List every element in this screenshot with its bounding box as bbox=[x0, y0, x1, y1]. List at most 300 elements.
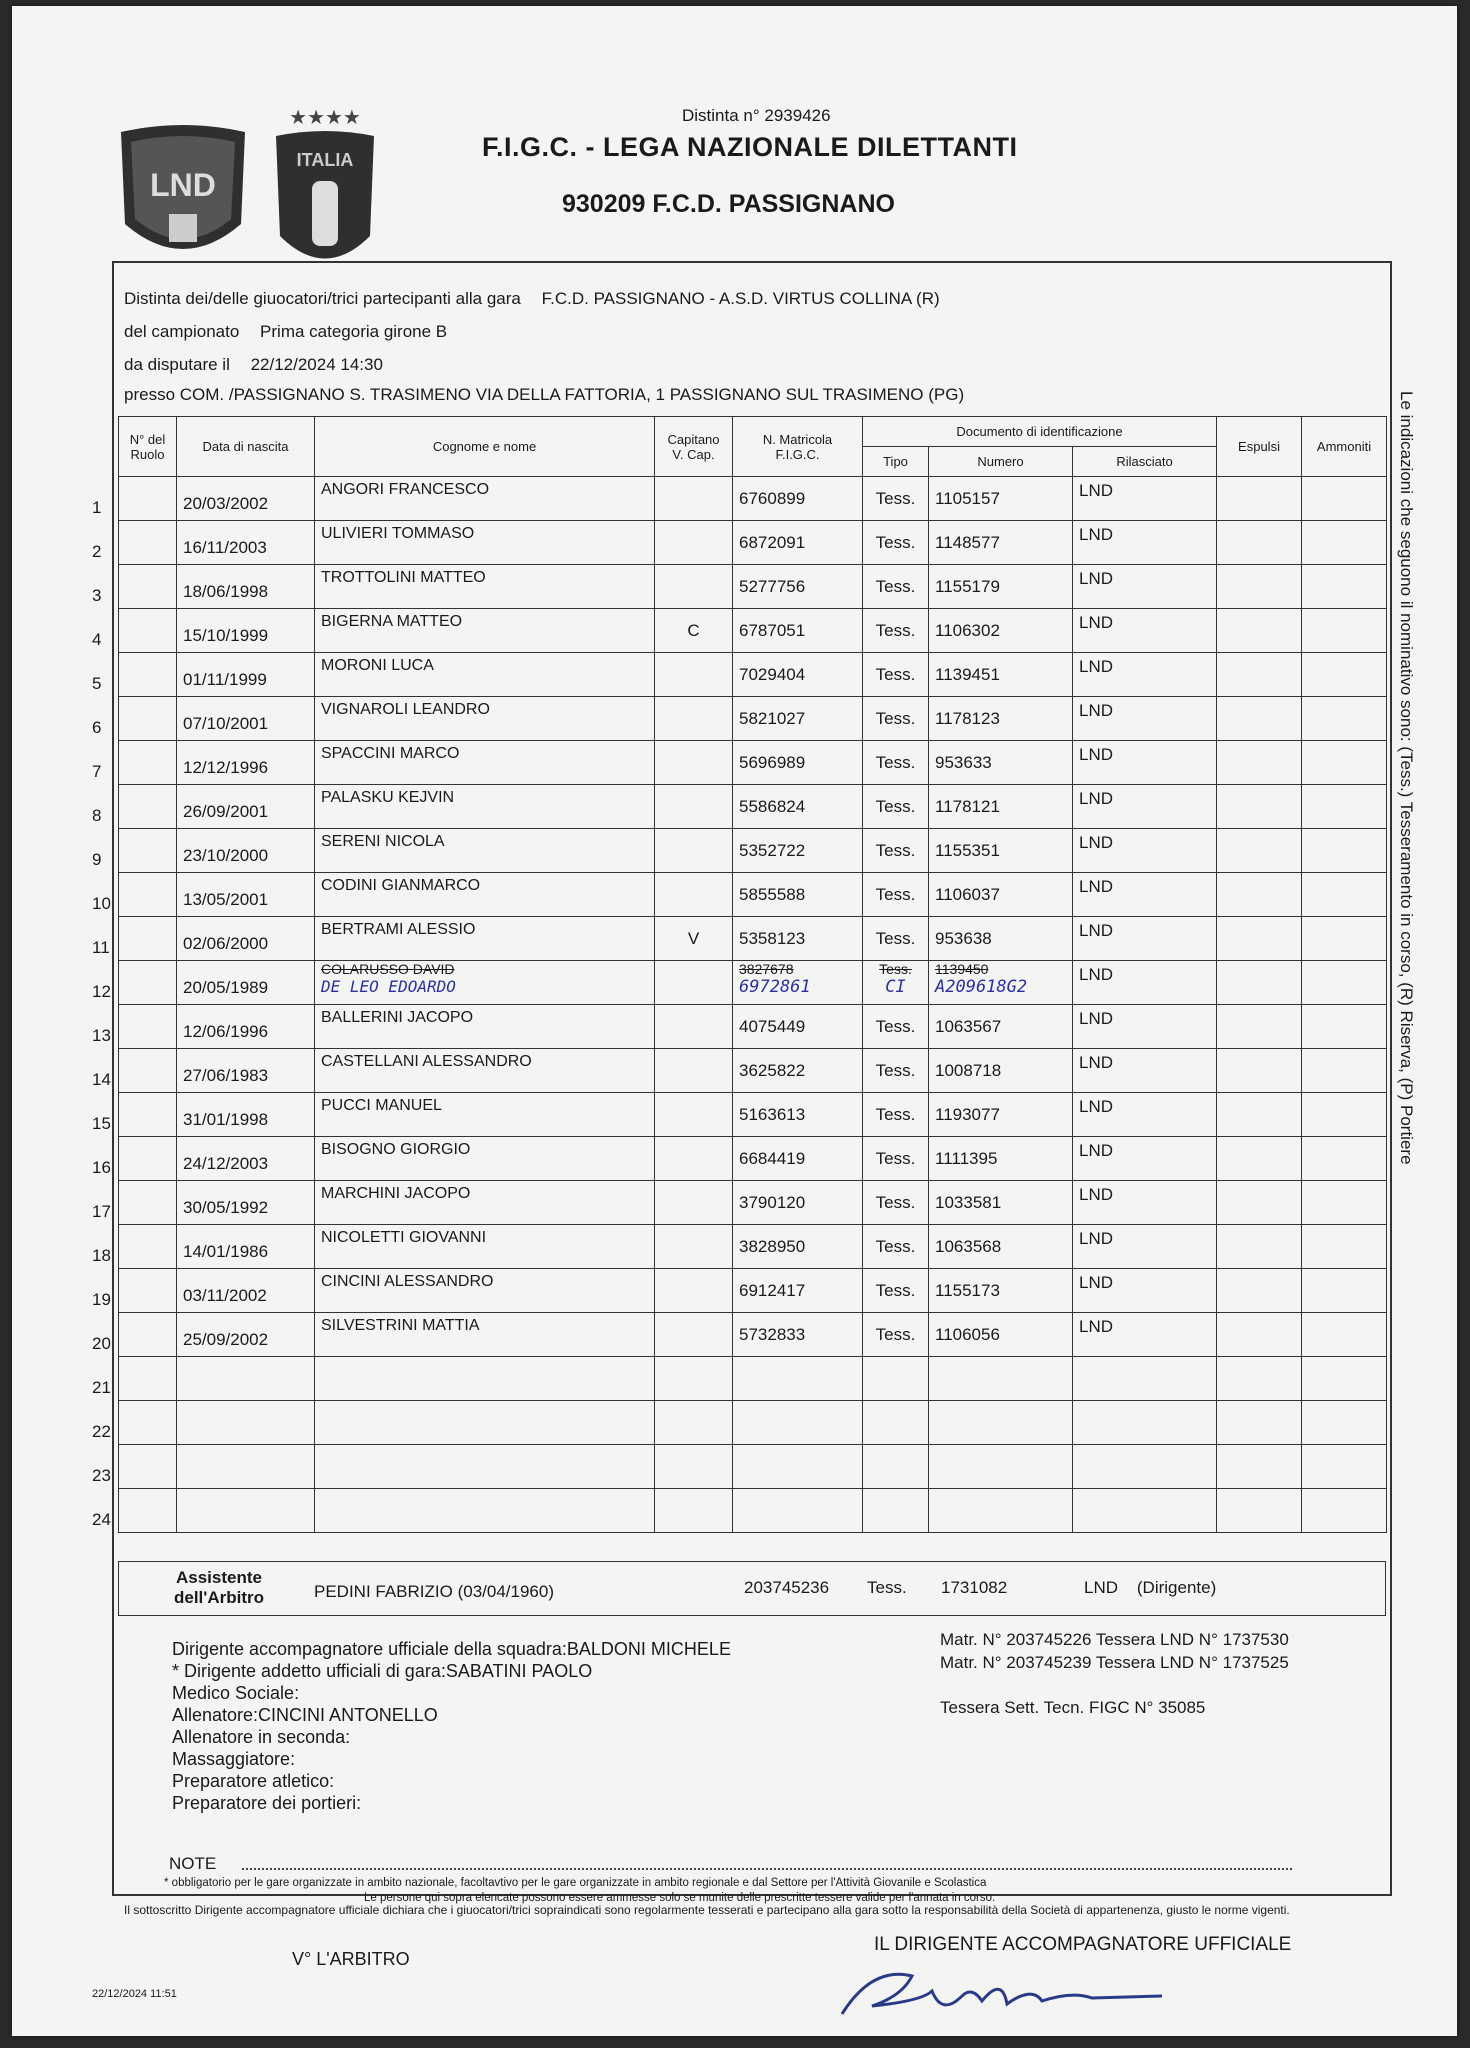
info-gara bbox=[124, 289, 940, 309]
info-data-label: da disputare il bbox=[124, 355, 230, 374]
cell-ruolo bbox=[119, 477, 177, 521]
cell-capitano bbox=[655, 1357, 733, 1401]
cell-matricola: 5586824 bbox=[733, 785, 863, 829]
cell-rilasciato: LND bbox=[1073, 829, 1217, 873]
row-number: 9 bbox=[92, 850, 102, 869]
cell-rilasciato: LND bbox=[1073, 1313, 1217, 1357]
cell-capitano bbox=[655, 565, 733, 609]
info-data-value: 22/12/2024 14:30 bbox=[250, 355, 383, 374]
cell-name: ULIVIERI TOMMASO bbox=[315, 521, 655, 565]
row-number: 7 bbox=[92, 762, 102, 781]
cell-name bbox=[315, 1357, 655, 1401]
cell-tipo: Tess. bbox=[863, 609, 929, 653]
cell-name: PALASKU KEJVIN bbox=[315, 785, 655, 829]
table-row bbox=[119, 521, 1387, 565]
cell-ruolo bbox=[119, 1357, 177, 1401]
row-number: 8 bbox=[92, 806, 102, 825]
cell-ruolo bbox=[119, 697, 177, 741]
cell-ruolo bbox=[119, 873, 177, 917]
players-table bbox=[118, 416, 1387, 1533]
cell-name-handwritten: DE LEO EDOARDO bbox=[321, 977, 456, 996]
cell-numero: 1106037 bbox=[929, 873, 1073, 917]
cell-name: PUCCI MANUEL bbox=[315, 1093, 655, 1137]
cell-ammoniti bbox=[1302, 873, 1387, 917]
cell-ammoniti bbox=[1302, 785, 1387, 829]
table-row bbox=[119, 1137, 1387, 1181]
cell-matricola: 3790120 bbox=[733, 1181, 863, 1225]
cell-numero bbox=[929, 1489, 1073, 1533]
cell-matricola: 5163613 bbox=[733, 1093, 863, 1137]
cell-dob: 07/10/2001 bbox=[177, 697, 315, 741]
cell-tipo: Tess. bbox=[863, 785, 929, 829]
cell-name: MARCHINI JACOPO bbox=[315, 1181, 655, 1225]
cell-capitano bbox=[655, 521, 733, 565]
col-capitano: Capitano V. Cap. bbox=[655, 417, 733, 477]
cell-name bbox=[315, 1489, 655, 1533]
row-number: 17 bbox=[92, 1202, 111, 1221]
cell-numero: 1193077 bbox=[929, 1093, 1073, 1137]
cell-rilasciato: LND bbox=[1073, 961, 1217, 1005]
cell-numero: 1063568 bbox=[929, 1225, 1073, 1269]
cell-tipo: Tess. bbox=[863, 697, 929, 741]
row-number: 11 bbox=[92, 938, 110, 957]
matricola-1: Matr. N° 203745226 Tessera LND N° 1737530 bbox=[940, 1630, 1289, 1649]
cell-ammoniti bbox=[1302, 917, 1387, 961]
row-number: 2 bbox=[92, 542, 102, 561]
cell-ruolo bbox=[119, 741, 177, 785]
cell-dob bbox=[177, 1357, 315, 1401]
row-number: 18 bbox=[92, 1246, 111, 1265]
row-number: 12 bbox=[92, 982, 111, 1001]
info-campionato-label: del campionato bbox=[124, 322, 240, 341]
table-row bbox=[119, 1313, 1387, 1357]
cell-ruolo bbox=[119, 785, 177, 829]
table-row bbox=[119, 1401, 1387, 1445]
signature-scribble bbox=[832, 1946, 1192, 2026]
cell-ammoniti bbox=[1302, 1005, 1387, 1049]
table-row bbox=[119, 785, 1387, 829]
cell-numero: 953633 bbox=[929, 741, 1073, 785]
cell-numero: 1155351 bbox=[929, 829, 1073, 873]
cell-rilasciato: LND bbox=[1073, 477, 1217, 521]
row-number: 5 bbox=[92, 674, 102, 693]
cell-matricola bbox=[733, 1401, 863, 1445]
cell-tipo: Tess. bbox=[863, 477, 929, 521]
cell-tipo: Tess. bbox=[863, 1313, 929, 1357]
cell-numero bbox=[929, 1357, 1073, 1401]
cell-tipo bbox=[863, 961, 929, 1005]
row-number: 24 bbox=[92, 1510, 111, 1529]
cell-matricola: 3828950 bbox=[733, 1225, 863, 1269]
col-espulsi: Espulsi bbox=[1217, 417, 1302, 477]
cell-dob: 16/11/2003 bbox=[177, 521, 315, 565]
cell-matricola: 5732833 bbox=[733, 1313, 863, 1357]
cell-ruolo bbox=[119, 961, 177, 1005]
cell-espulsi bbox=[1217, 1005, 1302, 1049]
table-row bbox=[119, 917, 1387, 961]
cell-capitano bbox=[655, 1137, 733, 1181]
cell-tipo: Tess. bbox=[863, 1269, 929, 1313]
cell-ammoniti bbox=[1302, 741, 1387, 785]
cell-ruolo bbox=[119, 829, 177, 873]
cell-espulsi bbox=[1217, 917, 1302, 961]
cell-name: BISOGNO GIORGIO bbox=[315, 1137, 655, 1181]
cell-ammoniti bbox=[1302, 653, 1387, 697]
table-row bbox=[119, 829, 1387, 873]
cell-capitano bbox=[655, 653, 733, 697]
cell-espulsi bbox=[1217, 521, 1302, 565]
cell-rilasciato: LND bbox=[1073, 565, 1217, 609]
cell-capitano bbox=[655, 1489, 733, 1533]
cell-espulsi bbox=[1217, 1313, 1302, 1357]
cell-ruolo bbox=[119, 1137, 177, 1181]
cell-rilasciato: LND bbox=[1073, 697, 1217, 741]
cell-dob: 25/09/2002 bbox=[177, 1313, 315, 1357]
cell-dob: 26/09/2001 bbox=[177, 785, 315, 829]
cell-rilasciato: LND bbox=[1073, 785, 1217, 829]
cell-rilasciato: LND bbox=[1073, 1093, 1217, 1137]
row-number: 3 bbox=[92, 586, 102, 605]
cell-numero bbox=[929, 961, 1073, 1005]
cell-ammoniti bbox=[1302, 1181, 1387, 1225]
cell-dob: 13/05/2001 bbox=[177, 873, 315, 917]
official-line: Massaggiatore: bbox=[172, 1749, 296, 1769]
cell-capitano bbox=[655, 873, 733, 917]
cell-dob: 15/10/1999 bbox=[177, 609, 315, 653]
cell-matricola bbox=[733, 1445, 863, 1489]
col-matricola: N. Matricola F.I.G.C. bbox=[733, 417, 863, 477]
row-number: 19 bbox=[92, 1290, 111, 1309]
cell-numero: 1155179 bbox=[929, 565, 1073, 609]
cell-tipo: Tess. bbox=[863, 1005, 929, 1049]
cell-ammoniti bbox=[1302, 1225, 1387, 1269]
club-name: 930209 F.C.D. PASSIGNANO bbox=[562, 190, 895, 218]
cell-espulsi bbox=[1217, 1489, 1302, 1533]
cell-tipo: Tess. bbox=[863, 1049, 929, 1093]
cell-rilasciato: LND bbox=[1073, 653, 1217, 697]
officials-list bbox=[172, 1638, 731, 1814]
cell-capitano bbox=[655, 1269, 733, 1313]
italia-shield-logo bbox=[270, 106, 380, 276]
cell-dob: 03/11/2002 bbox=[177, 1269, 315, 1313]
cell-ruolo bbox=[119, 917, 177, 961]
row-number: 23 bbox=[92, 1466, 111, 1485]
cell-numero-struck: 1139450 bbox=[935, 961, 989, 977]
cell-matricola: 6872091 bbox=[733, 521, 863, 565]
cell-numero-handwritten: A209618G2 bbox=[935, 977, 1028, 997]
cell-espulsi bbox=[1217, 565, 1302, 609]
note-label: NOTE bbox=[169, 1854, 217, 1873]
cell-espulsi bbox=[1217, 1225, 1302, 1269]
cell-ruolo bbox=[119, 1181, 177, 1225]
cell-numero bbox=[929, 1401, 1073, 1445]
row-number: 6 bbox=[92, 718, 102, 737]
cell-rilasciato bbox=[1073, 1401, 1217, 1445]
cell-tipo-handwritten: CI bbox=[885, 977, 906, 997]
col-nome: Cognome e nome bbox=[315, 417, 655, 477]
cell-matricola bbox=[733, 1357, 863, 1401]
cell-dob: 24/12/2003 bbox=[177, 1137, 315, 1181]
cell-rilasciato bbox=[1073, 1357, 1217, 1401]
cell-ruolo bbox=[119, 565, 177, 609]
row-number: 14 bbox=[92, 1070, 111, 1089]
cell-name bbox=[315, 1445, 655, 1489]
row-number: 1 bbox=[92, 498, 102, 517]
cell-rilasciato: LND bbox=[1073, 1005, 1217, 1049]
cell-rilasciato: LND bbox=[1073, 609, 1217, 653]
col-nascita: Data di nascita bbox=[177, 417, 315, 477]
cell-dob: 30/05/1992 bbox=[177, 1181, 315, 1225]
cell-capitano: C bbox=[655, 609, 733, 653]
cell-matricola bbox=[733, 1489, 863, 1533]
cell-capitano bbox=[655, 1313, 733, 1357]
cell-dob bbox=[177, 1401, 315, 1445]
cell-matricola bbox=[733, 961, 863, 1005]
cell-name: BIGERNA MATTEO bbox=[315, 609, 655, 653]
lnd-logo-text: LND bbox=[150, 167, 216, 203]
matricole-list bbox=[940, 1628, 1289, 1674]
info-campionato bbox=[124, 322, 447, 342]
official-line: Allenatore in seconda: bbox=[172, 1727, 351, 1747]
cell-ammoniti bbox=[1302, 1445, 1387, 1489]
row-number: 22 bbox=[92, 1422, 111, 1441]
legal-declaration: Il sottoscritto Dirigente accompagnatore ufficiale dichiara che i giuocatori/trici sopraindicati sono regolarmente tesserati e partecipano alla gara sotto la responsabilità della Società di appartenenza, giusto le norme vigenti. bbox=[124, 1903, 1290, 1917]
official-line: Preparatore atletico: bbox=[172, 1771, 335, 1791]
cell-espulsi bbox=[1217, 961, 1302, 1005]
cell-ammoniti bbox=[1302, 521, 1387, 565]
cell-matricola: 5696989 bbox=[733, 741, 863, 785]
official-line: Medico Sociale: bbox=[172, 1683, 300, 1703]
cell-dob: 01/11/1999 bbox=[177, 653, 315, 697]
cell-dob: 12/06/1996 bbox=[177, 1005, 315, 1049]
cell-name: SERENI NICOLA bbox=[315, 829, 655, 873]
table-row bbox=[119, 741, 1387, 785]
cell-numero: 1139451 bbox=[929, 653, 1073, 697]
cell-tipo: Tess. bbox=[863, 1093, 929, 1137]
table-row bbox=[119, 1181, 1387, 1225]
cell-name: BALLERINI JACOPO bbox=[315, 1005, 655, 1049]
cell-tipo: Tess. bbox=[863, 1225, 929, 1269]
table-row bbox=[119, 1269, 1387, 1313]
cell-ammoniti bbox=[1302, 1137, 1387, 1181]
row-number: 15 bbox=[92, 1114, 111, 1133]
table-header-row bbox=[119, 417, 1387, 447]
cell-tipo: Tess. bbox=[863, 917, 929, 961]
cell-espulsi bbox=[1217, 697, 1302, 741]
cell-matricola: 6787051 bbox=[733, 609, 863, 653]
table-row bbox=[119, 565, 1387, 609]
footnotes bbox=[164, 1876, 1384, 1906]
table-row bbox=[119, 609, 1387, 653]
note-line bbox=[242, 1868, 1292, 1870]
cell-ammoniti bbox=[1302, 609, 1387, 653]
cell-espulsi bbox=[1217, 741, 1302, 785]
cell-tipo: Tess. bbox=[863, 1137, 929, 1181]
info-luogo: presso COM. /PASSIGNANO S. TRASIMENO VIA DELLA FATTORIA, 1 PASSIGNANO SUL TRASIMENO (PG) bbox=[124, 385, 965, 404]
col-tipo: Tipo bbox=[863, 447, 929, 477]
assistente-row bbox=[118, 1561, 1386, 1616]
cell-dob: 20/03/2002 bbox=[177, 477, 315, 521]
cell-capitano bbox=[655, 961, 733, 1005]
cell-ruolo bbox=[119, 653, 177, 697]
cell-rilasciato: LND bbox=[1073, 1049, 1217, 1093]
cell-ruolo bbox=[119, 609, 177, 653]
cell-dob: 12/12/1996 bbox=[177, 741, 315, 785]
cell-tipo: Tess. bbox=[863, 741, 929, 785]
table-row bbox=[119, 1093, 1387, 1137]
cell-name: ANGORI FRANCESCO bbox=[315, 477, 655, 521]
cell-matricola: 6684419 bbox=[733, 1137, 863, 1181]
row-number: 4 bbox=[92, 630, 102, 649]
info-campionato-value: Prima categoria girone B bbox=[260, 322, 448, 341]
cell-name: TROTTOLINI MATTEO bbox=[315, 565, 655, 609]
cell-espulsi bbox=[1217, 1401, 1302, 1445]
dirigente-label: IL DIRIGENTE ACCOMPAGNATORE UFFICIALE bbox=[874, 1934, 1292, 1955]
cell-tipo: Tess. bbox=[863, 1181, 929, 1225]
cell-ruolo bbox=[119, 1225, 177, 1269]
cell-matricola: 4075449 bbox=[733, 1005, 863, 1049]
cell-espulsi bbox=[1217, 1137, 1302, 1181]
official-line: Preparatore dei portieri: bbox=[172, 1793, 362, 1813]
cell-capitano bbox=[655, 1005, 733, 1049]
cell-capitano bbox=[655, 1093, 733, 1137]
cell-name: CINCINI ALESSANDRO bbox=[315, 1269, 655, 1313]
cell-rilasciato: LND bbox=[1073, 1225, 1217, 1269]
cell-ammoniti bbox=[1302, 1401, 1387, 1445]
cell-numero: 1063567 bbox=[929, 1005, 1073, 1049]
cell-rilasciato: LND bbox=[1073, 741, 1217, 785]
row-number: 10 bbox=[92, 894, 111, 913]
table-row bbox=[119, 1225, 1387, 1269]
cell-rilasciato: LND bbox=[1073, 521, 1217, 565]
cell-espulsi bbox=[1217, 1181, 1302, 1225]
side-legend: Le indicazioni che seguono il nominativo sono: (Tess.) Tesseramento in corso, (R) Riserva, (P) Portiere bbox=[1397, 391, 1416, 1165]
match-sheet bbox=[12, 6, 1457, 2036]
cell-numero: 1106302 bbox=[929, 609, 1073, 653]
cell-matricola-struck: 3827678 bbox=[739, 961, 794, 977]
matricola-2: Matr. N° 203745239 Tessera LND N° 1737525 bbox=[940, 1653, 1289, 1672]
table-row bbox=[119, 1489, 1387, 1533]
row-number: 21 bbox=[92, 1378, 111, 1397]
printed-timestamp: 22/12/2024 11:51 bbox=[92, 1988, 177, 2000]
cell-tipo-struck: Tess. bbox=[879, 961, 912, 977]
cell-capitano bbox=[655, 829, 733, 873]
cell-ruolo bbox=[119, 1049, 177, 1093]
cell-capitano bbox=[655, 1445, 733, 1489]
cell-espulsi bbox=[1217, 609, 1302, 653]
cell-ammoniti bbox=[1302, 1093, 1387, 1137]
cell-matricola: 5821027 bbox=[733, 697, 863, 741]
footnote-tessere: Le persone qui sopra elencate possono essere ammesse solo se munite delle prescritte tessere valide per l'annata in corso. bbox=[364, 1892, 996, 1904]
cell-ammoniti bbox=[1302, 1049, 1387, 1093]
cell-espulsi bbox=[1217, 1049, 1302, 1093]
cell-rilasciato: LND bbox=[1073, 1137, 1217, 1181]
cell-ruolo bbox=[119, 1269, 177, 1313]
cell-ammoniti bbox=[1302, 1313, 1387, 1357]
footnote-obbligatorio: * obbligatorio per le gare organizzate in ambito nazionale, facoltavtivo per le gare organizzate in ambito regionale e dal Settore per l'Attività Giovanile e Scolastica bbox=[164, 1877, 987, 1889]
cell-numero: 1105157 bbox=[929, 477, 1073, 521]
official-line: * Dirigente addetto ufficiali di gara:SABATINI PAOLO bbox=[172, 1661, 593, 1681]
table-row bbox=[119, 1005, 1387, 1049]
cell-tipo: Tess. bbox=[863, 829, 929, 873]
cell-rilasciato bbox=[1073, 1445, 1217, 1489]
cell-ammoniti bbox=[1302, 565, 1387, 609]
cell-ruolo bbox=[119, 1313, 177, 1357]
cell-name: CODINI GIANMARCO bbox=[315, 873, 655, 917]
cell-ammoniti bbox=[1302, 477, 1387, 521]
cell-tipo: Tess. bbox=[863, 873, 929, 917]
cell-matricola-handwritten: 6972861 bbox=[739, 977, 811, 997]
cell-numero: 1106056 bbox=[929, 1313, 1073, 1357]
cell-numero: 1033581 bbox=[929, 1181, 1073, 1225]
table-row bbox=[119, 1445, 1387, 1489]
table-row bbox=[119, 477, 1387, 521]
cell-ammoniti bbox=[1302, 961, 1387, 1005]
lnd-shield-logo bbox=[117, 124, 249, 274]
cell-matricola: 5358123 bbox=[733, 917, 863, 961]
cell-ammoniti bbox=[1302, 1269, 1387, 1313]
distinta-number: Distinta n° 2939426 bbox=[682, 106, 831, 125]
cell-matricola: 7029404 bbox=[733, 653, 863, 697]
cell-numero: 953638 bbox=[929, 917, 1073, 961]
cell-ruolo bbox=[119, 521, 177, 565]
cell-espulsi bbox=[1217, 829, 1302, 873]
cell-numero bbox=[929, 1445, 1073, 1489]
italia-logo-text: ITALIA bbox=[296, 150, 354, 170]
cell-matricola: 5855588 bbox=[733, 873, 863, 917]
page-title: F.I.G.C. - LEGA NAZIONALE DILETTANTI bbox=[482, 132, 1018, 162]
cell-capitano bbox=[655, 1181, 733, 1225]
cell-name-struck: COLARUSSO DAVID bbox=[321, 961, 455, 977]
table-row bbox=[119, 697, 1387, 741]
cell-tipo: Tess. bbox=[863, 521, 929, 565]
col-numero: Numero bbox=[929, 447, 1073, 477]
cell-dob: 31/01/1998 bbox=[177, 1093, 315, 1137]
cell-tipo: Tess. bbox=[863, 565, 929, 609]
table-row bbox=[119, 1357, 1387, 1401]
cell-numero: 1178123 bbox=[929, 697, 1073, 741]
col-rilasciato: Rilasciato bbox=[1073, 447, 1217, 477]
cell-capitano bbox=[655, 741, 733, 785]
cell-name: SPACCINI MARCO bbox=[315, 741, 655, 785]
cell-name: VIGNAROLI LEANDRO bbox=[315, 697, 655, 741]
arbitro-label: V° L'ARBITRO bbox=[292, 1949, 410, 1969]
cell-ammoniti bbox=[1302, 1489, 1387, 1533]
cell-name: MORONI LUCA bbox=[315, 653, 655, 697]
tessera-tecnico: Tessera Sett. Tecn. FIGC N° 35085 bbox=[940, 1698, 1206, 1717]
cell-capitano bbox=[655, 1225, 733, 1269]
cell-rilasciato bbox=[1073, 1489, 1217, 1533]
assistente-matricola: 203745236 bbox=[744, 1578, 830, 1597]
cell-tipo bbox=[863, 1357, 929, 1401]
assistente-tipo: Tess. bbox=[867, 1578, 907, 1597]
row-number: 16 bbox=[92, 1158, 111, 1177]
official-line: Allenatore:CINCINI ANTONELLO bbox=[172, 1705, 438, 1725]
cell-tipo bbox=[863, 1401, 929, 1445]
cell-tipo: Tess. bbox=[863, 653, 929, 697]
table-row bbox=[119, 961, 1387, 1005]
cell-name bbox=[315, 1401, 655, 1445]
cell-rilasciato: LND bbox=[1073, 873, 1217, 917]
cell-espulsi bbox=[1217, 785, 1302, 829]
row-number: 13 bbox=[92, 1026, 111, 1045]
cell-espulsi bbox=[1217, 1093, 1302, 1137]
assistente-numero: 1731082 bbox=[941, 1578, 1008, 1597]
col-ruolo: N° del Ruolo bbox=[119, 417, 177, 477]
cell-matricola: 5277756 bbox=[733, 565, 863, 609]
cell-capitano bbox=[655, 1401, 733, 1445]
cell-tipo bbox=[863, 1489, 929, 1533]
